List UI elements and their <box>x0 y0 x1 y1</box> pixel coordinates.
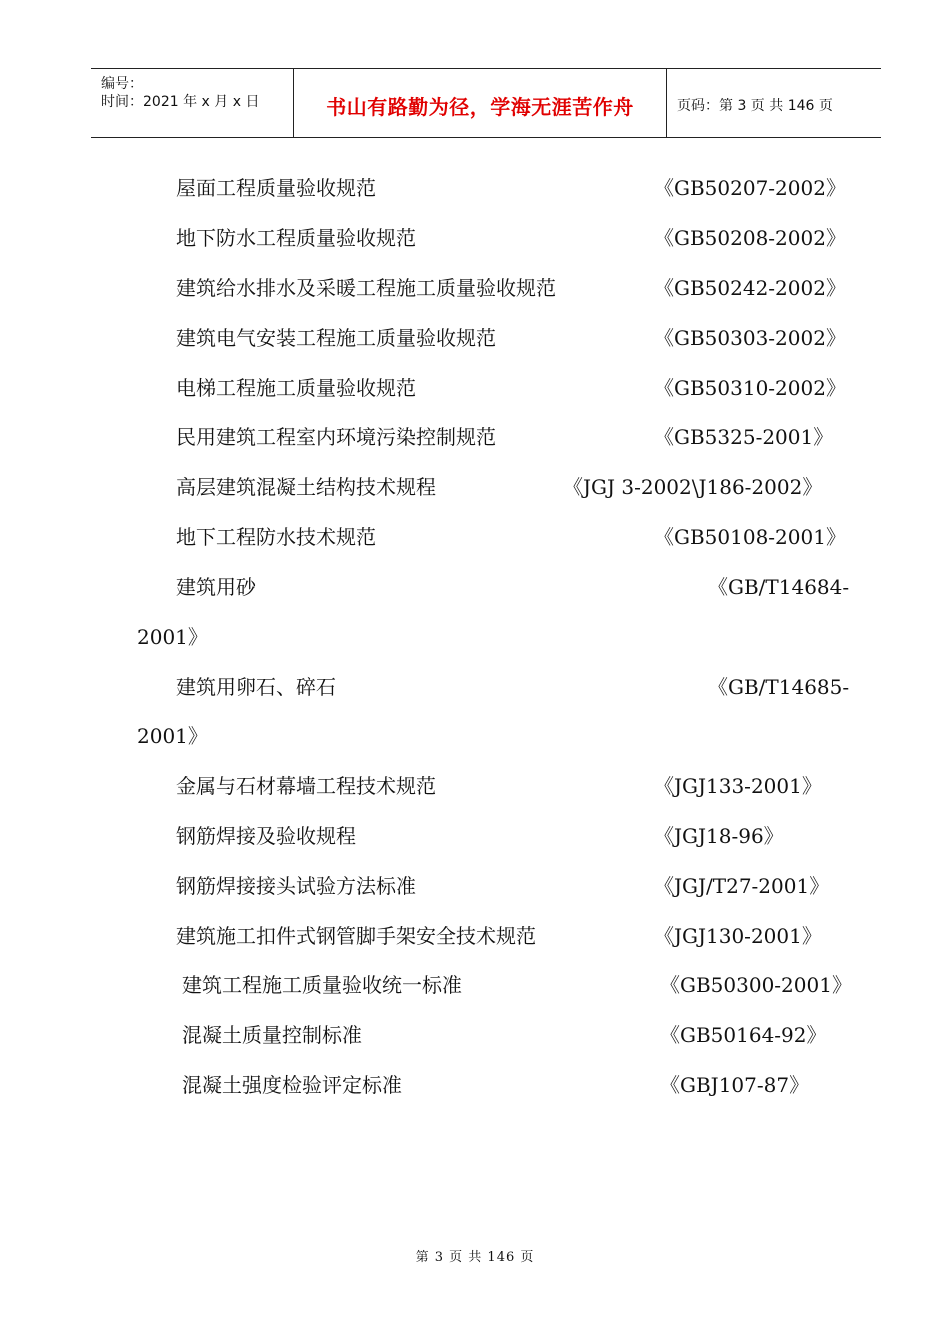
header-page-cell <box>667 69 881 137</box>
standard-name: 民用建筑工程室内环境污染控制规范 <box>176 425 496 449</box>
standard-code: 《GB50207-2002》 <box>654 176 846 200</box>
standard-code-continued: 2001》 <box>137 625 208 649</box>
standard-code: 《GB/T14685- <box>708 675 850 699</box>
standard-code: 《GB50108-2001》 <box>654 525 846 549</box>
standard-code: 《JGJ18-96》 <box>654 824 784 848</box>
header-meta-cell <box>91 69 294 137</box>
motto-text: 书山有路勤为径，学海无涯苦作舟 <box>326 95 634 119</box>
number-label: 编号： <box>101 76 143 92</box>
standard-code: 《GB50303-2002》 <box>654 326 846 350</box>
page-footer: 第 3 页 共 146 页 <box>415 1250 535 1265</box>
standard-code: 《GB50208-2002》 <box>654 226 846 250</box>
header-motto-cell <box>294 69 667 137</box>
standard-name: 地下防水工程质量验收规范 <box>176 226 416 250</box>
standard-name: 建筑电气安装工程施工质量验收规范 <box>176 326 496 350</box>
standard-code: 《JGJ130-2001》 <box>654 924 822 948</box>
standard-code: 《GB50164-92》 <box>660 1023 827 1047</box>
time-label: 时间：2021 年 x 月 x 日 <box>101 94 260 110</box>
standard-code: 《GBJ107-87》 <box>660 1073 810 1097</box>
standard-code: 《JGJ/T27-2001》 <box>654 874 830 898</box>
standard-name: 建筑给水排水及采暖工程施工质量验收规范 <box>176 276 556 300</box>
standard-name: 建筑用砂 <box>176 575 256 599</box>
standard-name: 混凝土强度检验评定标准 <box>182 1073 402 1097</box>
standard-code: 《JGJ 3-2002\J186-2002》 <box>563 475 823 499</box>
standard-name: 建筑用卵石、碎石 <box>176 675 336 699</box>
standard-code: 《GB/T14684- <box>708 575 850 599</box>
page-header <box>91 68 881 138</box>
standard-name: 建筑施工扣件式钢管脚手架安全技术规范 <box>176 924 536 948</box>
standard-code-continued: 2001》 <box>137 724 208 748</box>
standard-code: 《GB50300-2001》 <box>660 973 852 997</box>
standard-name: 建筑工程施工质量验收统一标准 <box>182 973 462 997</box>
standard-code: 《GB5325-2001》 <box>654 425 834 449</box>
header-page-label: 页码：第 3 页 共 146 页 <box>677 98 833 114</box>
standard-name: 钢筋焊接及验收规程 <box>176 824 356 848</box>
standard-name: 屋面工程质量验收规范 <box>176 176 376 200</box>
standard-code: 《GB50242-2002》 <box>654 276 846 300</box>
standard-name: 金属与石材幕墙工程技术规范 <box>176 774 436 798</box>
standard-name: 钢筋焊接接头试验方法标准 <box>176 874 416 898</box>
standard-name: 地下工程防水技术规范 <box>176 525 376 549</box>
standard-code: 《GB50310-2002》 <box>654 376 846 400</box>
standard-name: 高层建筑混凝土结构技术规程 <box>176 475 436 499</box>
standard-name: 电梯工程施工质量验收规范 <box>176 376 416 400</box>
standard-name: 混凝土质量控制标准 <box>182 1023 362 1047</box>
standard-code: 《JGJ133-2001》 <box>654 774 822 798</box>
